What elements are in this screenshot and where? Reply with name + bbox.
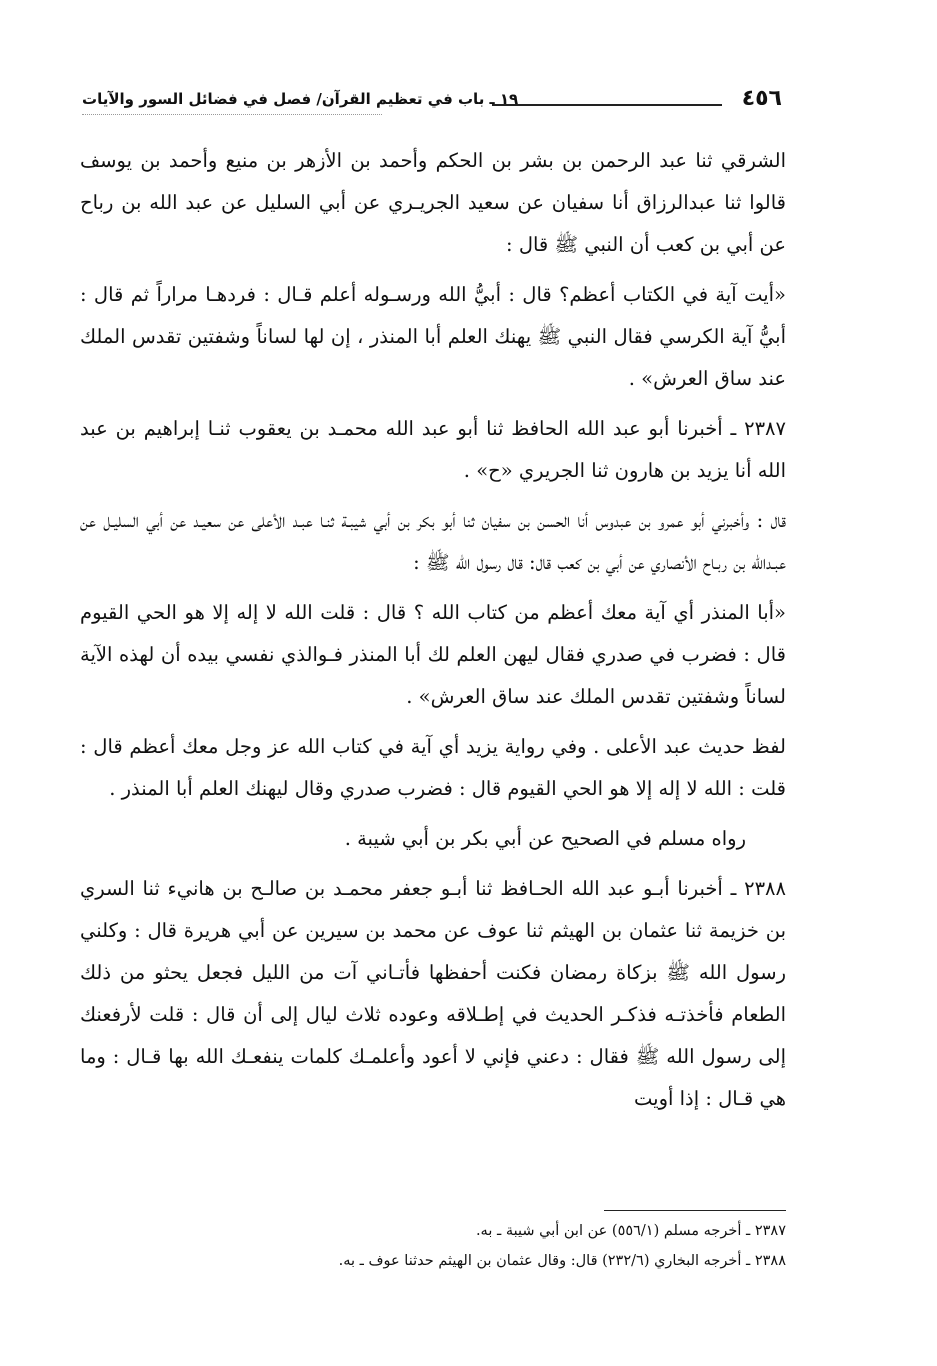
paragraph: لفظ حديث عبد الأعلى . وفي رواية يزيد أي آية في كتاب الله عز وجل معك أعظم قال : قلت : الله لا إله إلا هو الحي القيوم قال : فضرب صدري وقال ليهنك العلم أبا المنذر . (80, 735, 786, 800)
hadith-quote: «أبا المنذر أي آية معك أعظم من كتاب الله ؟ قال : قلت الله لا إله إلا هو الحي القيوم قال : فضرب في صدري فقال ليهن العلم لك أبا المنذر فـوالذي نفسي بيده أن لهذه الآية لساناً وشفتين تقدس الملك عند ساق العرش» . (80, 601, 786, 708)
hadith-2388: ٢٣٨٨ ـ أخبرنا أبـو عبد الله الحـافظ ثنا أبـو جعفر محمـد بن صالـح بن هانيء ثنا السري بن خزيمة ثنا عثمان بن الهيثم ثنا عوف عن محمد بن سيرين عن أبي هريرة قال : وكلني رسول الله ﷺ بزكاة رمضان فكنت أحفظها فأتـاني آت من الليل فجعل يحثو من ذلك الطعام فأخذتـه فذكـر الحديث في إطـلاقه وعوده ثلاث ليال إلى أن قال : قلت لأرفعنك إلى رسول الله ﷺ فقال : دعني فإني لا أعود وأعلمـك كلمات ينفعـك الله بها قـال : وما هي قـال : إذا أويت (80, 877, 786, 1110)
footnotes (150, 1216, 786, 1276)
paragraph: الشرقي ثنا عبد الرحمن بن بشر بن الحكم وأحمد بن الأزهر بن منيع وأحمد بن يوسف قالوا ثنا عبدالرزاق أنا سفيان عن سعيد الجريـري عن أبي السليل عن عبد الله بن رباح عن أبي بن كعب أن النبي ﷺ قال : (80, 149, 786, 256)
page-header (82, 86, 782, 126)
header-dotted-line (82, 114, 382, 115)
running-title: ١٩ ـ باب في تعظيم القرآن/ فصل في فضائل السور والآيات (82, 90, 519, 108)
attribution: رواه مسلم في الصحيح عن أبي بكر بن أبي شيبة . (344, 827, 746, 850)
main-text (80, 140, 786, 1128)
paragraph: قال : وأخبرني أبو عمرو بن عبدوس أنا الحسن بن سفيان ثنا أبو بكر بن أبي شيبـة ثنـا عبـد الأعلى عن سعيـد عن أبي السليـل عن عبـدالله بن ربـاح الأنصاري عن أبي بن كعب قال: قال رسول الله ﷺ : (80, 509, 786, 574)
header-rule (492, 104, 722, 106)
hadith-2387: ٢٣٨٧ ـ أخبرنا أبو عبد الله الحافظ ثنا أبو عبد الله محمـد بن يعقوب ثنـا إبراهيم بن عبد الله أنا يزيد بن هارون ثنا الجريري «ح» . (80, 417, 786, 482)
hadith-quote: «أيت آية في الكتاب أعظم؟ قال : أبيُّ الله ورسـوله أعلم قـال : فردهـا مراراً ثم قال : أبيُّ آية الكرسي فقال النبي ﷺ يهنك العلم أبا المنذر ، إن لها لساناً وشفتين تقدس الملك عند ساق العرش» . (80, 283, 786, 390)
footnote-2387: ٢٣٨٧ ـ أخرجه مسلم (٥٥٦/١) عن ابن أبي شيبة ـ به. (475, 1223, 786, 1239)
footnote-2388: ٢٣٨٨ ـ أخرجه البخاري (٢٣٢/٦) قال: وقال عثمان بن الهيثم حدثنا عوف ـ به. (338, 1253, 786, 1269)
page-number: ٤٥٦ (741, 86, 782, 111)
footnote-rule (604, 1210, 786, 1211)
